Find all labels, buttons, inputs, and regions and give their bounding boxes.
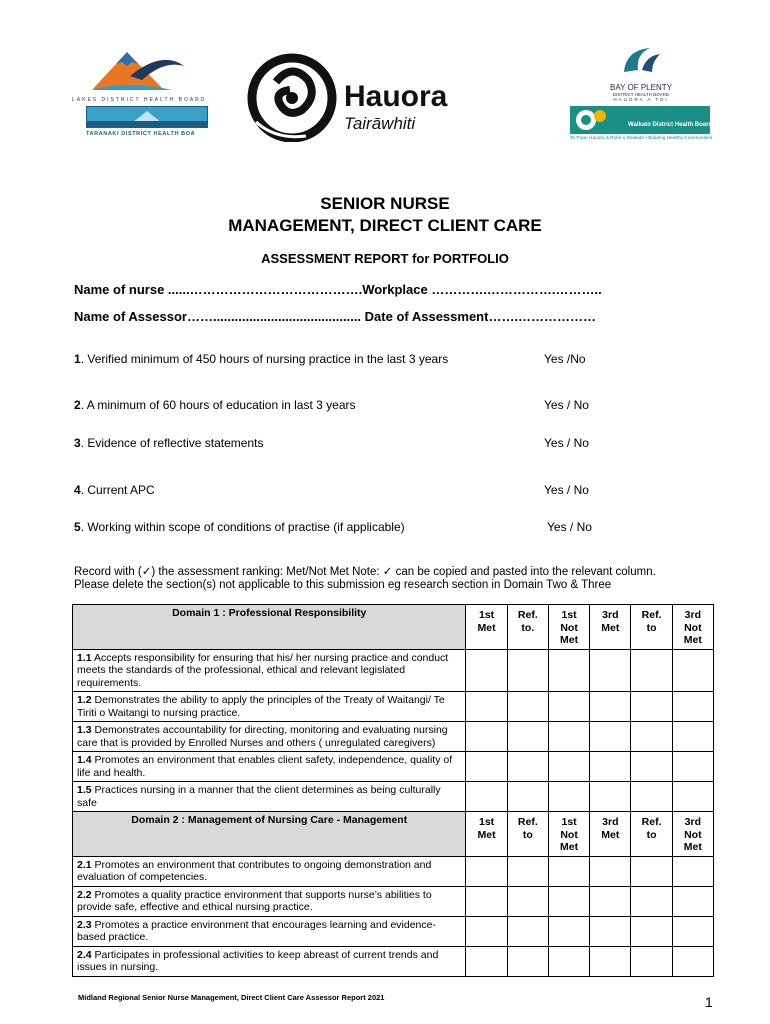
rating-cell[interactable] [466,722,507,752]
rating-cell[interactable] [507,692,548,722]
rating-cell[interactable] [507,782,548,812]
rating-cell[interactable] [548,649,589,692]
rating-cell[interactable] [590,722,631,752]
rating-cell[interactable] [548,782,589,812]
rating-cell[interactable] [466,916,507,946]
rating-cell[interactable] [631,752,672,782]
rating-cell[interactable] [631,649,672,692]
domain-assessment-table [72,604,714,977]
rating-cell[interactable] [590,916,631,946]
col-ref-to: Ref. to [507,812,548,857]
rating-cell[interactable] [548,886,589,916]
domain-2-item: 2.1 Promotes an environment that contributes to ongoing demonstration and evaluation of competencies. [73,856,466,886]
rating-cell[interactable] [507,946,548,976]
waikato-dhb-logo: Waikato District Health Board Te Poari Hauora ā Rohe o Waikato • Building Healthy Communities [570,106,712,146]
rating-cell[interactable] [590,886,631,916]
table-row [73,946,714,976]
rating-cell[interactable] [507,722,548,752]
title-line-2: MANAGEMENT, DIRECT CLIENT CARE [228,216,542,235]
domain-2-heading: Domain 2 : Management of Nursing Care - Management [73,812,466,857]
rating-cell[interactable] [631,946,672,976]
rating-cell[interactable] [590,692,631,722]
rating-cell[interactable] [672,946,713,976]
assessor-date-field[interactable]: Name of Assessor……......................................... Date of Assessment…….……………… [74,309,597,324]
instruction-line-1: Record with (✓) the assessment ranking: Met/Not Met Note: ✓ can be copied and pasted into the relevant column. [74,566,656,578]
rating-cell[interactable] [590,782,631,812]
rating-cell[interactable] [548,752,589,782]
waikato-figures-icon [572,106,612,134]
domain-1-item: 1.2 Demonstrates the ability to apply the principles of the Treaty of Waitangi/ Te Tiriti o Waitangi to nursing practice. [73,692,466,722]
requirement-3: 3. Evidence of reflective statements [74,436,264,450]
domain-2-item: 2.4 Participates in professional activities to keep abreast of current trends and issues in nursing. [73,946,466,976]
rating-cell[interactable] [466,692,507,722]
subtitle: ASSESSMENT REPORT for PORTFOLIO [261,251,509,266]
requirement-3-answer[interactable]: Yes / No [544,436,589,450]
page-number: 1 [705,994,713,1010]
domain-1-item: 1.4 Promotes an environment that enables client safety, independence, quality of life and health. [73,752,466,782]
domain-2-header-row [73,812,714,857]
table-row [73,916,714,946]
requirement-4-answer[interactable]: Yes / No [544,483,589,497]
rating-cell[interactable] [590,649,631,692]
table-row [73,692,714,722]
requirement-4: 4. Current APC [74,483,155,497]
rating-cell[interactable] [466,752,507,782]
requirement-5: 5. Working within scope of conditions of practise (if applicable) [74,520,405,534]
footer-text: Midland Regional Senior Nurse Management, Direct Client Care Assessor Report 2021 [78,993,385,1002]
hauora-tairawhiti-logo: Hauora Tairāwhiti [246,52,496,142]
rating-cell[interactable] [631,692,672,722]
rating-cell[interactable] [548,856,589,886]
col-3rd-not-met: 3rd Not Met [672,605,713,650]
rating-cell[interactable] [672,649,713,692]
rating-cell[interactable] [548,916,589,946]
rating-cell[interactable] [466,649,507,692]
requirement-1: 1. Verified minimum of 450 hours of nursing practice in the last 3 years [74,352,449,366]
rating-cell[interactable] [466,946,507,976]
rating-cell[interactable] [466,782,507,812]
rating-cell[interactable] [507,886,548,916]
rating-cell[interactable] [507,649,548,692]
rating-cell[interactable] [548,946,589,976]
rating-cell[interactable] [466,856,507,886]
col-1st-not-met: 1st Not Met [548,605,589,650]
table-row [73,722,714,752]
rating-cell[interactable] [466,886,507,916]
col-3rd-met: 3rd Met [590,605,631,650]
rating-cell[interactable] [631,782,672,812]
rating-cell[interactable] [672,692,713,722]
domain-1-header-row [73,605,714,650]
rating-cell[interactable] [672,722,713,752]
domain-2-item: 2.3 Promotes a practice environment that encourages learning and evidence-based practice. [73,916,466,946]
domain-1-item: 1.5 Practices nursing in a manner that the client determines as being culturally safe [73,782,466,812]
table-row [73,856,714,886]
rating-cell[interactable] [631,916,672,946]
col-ref-to-2: Ref. to [631,812,672,857]
koru-icon [246,52,341,142]
col-1st-met: 1st Met [466,605,507,650]
rating-cell[interactable] [672,782,713,812]
bop-wave-icon [616,44,666,78]
col-3rd-met: 3rd Met [590,812,631,857]
requirement-2-answer[interactable]: Yes / No [544,398,589,412]
rating-cell[interactable] [507,752,548,782]
table-row [73,886,714,916]
domain-1-heading: Domain 1 : Professional Responsibility [73,605,466,650]
col-ref-to-2: Ref. to [631,605,672,650]
nurse-workplace-field[interactable]: Name of nurse ......………………………………….Workplace ………….…………….……….. [74,282,602,297]
col-ref-to: Ref. to. [507,605,548,650]
rating-cell[interactable] [672,752,713,782]
title-line-1: SENIOR NURSE [320,194,450,213]
lakes-dhb-logo: LAKES DISTRICT HEALTH BOARD [72,46,202,106]
rating-cell[interactable] [548,692,589,722]
rating-cell[interactable] [672,886,713,916]
taranaki-mountain-icon [87,107,207,127]
taranaki-dhb-logo: TARANAKI DISTRICT HEALTH BOA [86,106,218,140]
rating-cell[interactable] [507,856,548,886]
domain-1-item: 1.3 Demonstrates accountability for directing, monitoring and evaluating nursing care that is provided by Enrolled Nurses and others ( unregulated caregivers) [73,722,466,752]
lakes-mountain-icon [72,46,202,94]
rating-cell[interactable] [590,752,631,782]
rating-cell[interactable] [507,916,548,946]
rating-cell[interactable] [590,856,631,886]
requirement-1-answer[interactable]: Yes /No [544,352,586,366]
rating-cell[interactable] [672,856,713,886]
rating-cell[interactable] [631,856,672,886]
rating-cell[interactable] [590,946,631,976]
rating-cell[interactable] [672,916,713,946]
col-1st-not-met: 1st Not Met [548,812,589,857]
col-3rd-not-met: 3rd Not Met [672,812,713,857]
rating-cell[interactable] [631,886,672,916]
table-row [73,752,714,782]
rating-cell[interactable] [631,722,672,752]
table-row [73,649,714,692]
col-1st-met: 1st Met [466,812,507,857]
instruction-line-2: Please delete the section(s) not applicable to this submission eg research section in Domain Two & Three [74,579,612,591]
domain-2-item: 2.2 Promotes a quality practice environment that supports nurse’s abilities to provide safe, effective and ethical nursing practice. [73,886,466,916]
requirement-2: 2. A minimum of 60 hours of education in last 3 years [74,398,356,412]
domain-1-item: 1.1 Accepts responsibility for ensuring that his/ her nursing practice and conduct meets the standards of the professional, ethical and relevant legislated requirements. [73,649,466,692]
rating-cell[interactable] [548,722,589,752]
requirement-5-answer[interactable]: Yes / No [547,520,592,534]
bay-of-plenty-dhb-logo: BAY OF PLENTY DISTRICT HEALTH BOARD HAUORA A TOI [596,44,686,104]
table-row [73,782,714,812]
